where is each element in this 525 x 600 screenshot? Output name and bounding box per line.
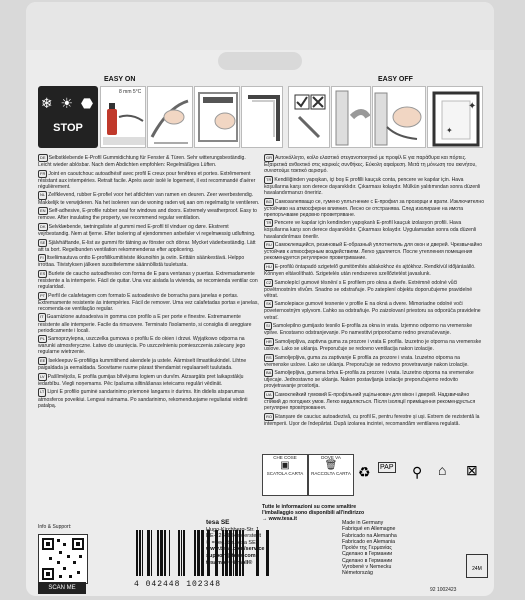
svg-text:✦: ✦	[468, 101, 477, 112]
scan-me-label: SCAN ME	[38, 582, 86, 594]
made-in-line: Made in Germany	[342, 520, 384, 526]
language-text: Kendiliğinden yapışkan, içi boş E profilli kauçuk conta, pencere ve kapılar için. Hava koşullarına karşı son derece dayanıklıdır. Çıkarması kolaydır. Mülkün yalıtımından sonra düzenli havalandırmanızı öneririz.	[264, 176, 481, 196]
step-press-panel	[194, 86, 240, 148]
language-text: Zelfklevend, rubber E-profiel voor het afdichten van ramen en deuren. Zeer weerbestendig. Makkelijk te verwijderen. Na het isoleren van de woning raden wij aan om regelmatig te ventileren.	[38, 192, 260, 206]
recycle-what-text: SCATOLA CARTA	[266, 471, 304, 476]
language-paragraph	[264, 154, 486, 174]
language-paragraph	[38, 270, 260, 290]
barcode-bar	[178, 530, 180, 576]
corner-seal-icon	[242, 87, 283, 148]
made-in-line: Németország	[342, 570, 373, 577]
language-text: Självhäftande, E-list av gummi för tätning av fönster och dörrar. Mycket väderbeständig. Lätt att ta bort. Regelbunden ventilation rekommenderas efter applicering.	[38, 239, 256, 253]
language-code-badge: SE	[38, 239, 47, 247]
press-seal-icon	[195, 87, 240, 148]
language-code-badge: FR	[38, 170, 47, 178]
language-paragraph	[264, 391, 486, 411]
bin-icon: 🗑	[324, 460, 338, 471]
easy-on-label: EASY ON	[104, 76, 136, 83]
made-in-line: Fabricado en Alemania	[342, 538, 396, 545]
shelf-life-icon: 24M	[466, 554, 488, 578]
language-text: Perfil de calafetagem com formato E autoadesivo de borracha para janelas e portas. Extremamente resistente às intempéries. Fácil de remover. Uma vez calafetadas portas e janelas, recomenda-se ventilação regular.	[38, 292, 259, 312]
step-check-panel	[288, 86, 330, 148]
language-paragraph	[38, 191, 260, 205]
language-paragraph	[264, 198, 486, 218]
barcode-bar	[197, 530, 200, 576]
language-code-badge: HU	[264, 263, 274, 271]
step-frame-panel	[331, 86, 371, 148]
address-line: Hugo-Kirchberg-Str. 1	[206, 526, 260, 533]
language-code-badge: NL	[38, 191, 47, 199]
language-paragraph	[264, 219, 486, 239]
barcode-bar	[183, 530, 185, 576]
language-code-badge: TR	[264, 219, 273, 227]
language-paragraph	[264, 369, 486, 389]
made-in-line: Сделано в Германии	[342, 557, 393, 564]
language-code-badge: TR	[264, 176, 273, 184]
language-code-badge: CZ	[264, 279, 273, 287]
description-column-right	[264, 154, 486, 428]
language-text: Pencere ve kapılar için kendinden yapışkanlı E-profil kauçuk izolasyon profili. Hava koşullarına karşı son derece dayanıklıdır. Çıkarması kolaydır. Uygulamadan sonra oda düzenli havalandırılması önerilir.	[264, 220, 477, 240]
step-peel-panel	[147, 86, 193, 148]
language-code-badge: SI	[264, 322, 272, 330]
language-text: Self-adhesive, E-profile rubber seal for windows and doors. Extremely weatherproof. Easy to remove. After insulating the property, we recommend regular ventilation.	[38, 208, 257, 222]
language-text: Joint en caoutchouc autoadhésif avec profil E creux pour fenêtres et portes. Extrêmement résistant aux intempéries. Retrait facile. Après avoir isolé le logement, il est recommandé d'aérer régulièrement.	[38, 170, 256, 190]
language-paragraph	[38, 373, 260, 387]
barcode-bar	[147, 530, 150, 576]
language-paragraph	[38, 335, 260, 355]
language-text: Самоклейкий гумовий Е-профільний ущільнювач для вікон і дверей. Надзвичайно стійкий до погодних умов. Легко видаляється. Після ізоляції приміщення рекомендується регулярне провітрювання.	[264, 392, 476, 412]
language-code-badge: FI	[38, 254, 46, 262]
barcode-bar	[151, 530, 152, 576]
language-text: Guarnizione autoadesiva in gomma con profilo a E per porte e finestre. Estremamente resistente alle intemperie. Facile da rimuovere. Terminato l'isolamento, si consiglia di areggiare periodicamente i locali.	[38, 314, 252, 334]
easy-off-label: EASY OFF	[378, 76, 413, 83]
recycle-what-title: CHE COSE	[273, 455, 297, 460]
language-code-badge: RS	[264, 354, 274, 362]
info-recycle-icon: ⌂	[438, 462, 447, 478]
language-paragraph	[38, 207, 260, 221]
hang-hole	[218, 52, 302, 70]
barcode-bar	[136, 530, 138, 576]
language-code-badge: SK	[264, 300, 273, 308]
article-code: 92 1002423	[430, 587, 457, 593]
box-icon: ▣	[280, 460, 290, 471]
barcode-bar	[160, 530, 163, 576]
trademark-line: ® = reg. tm. tesa SE	[206, 539, 256, 546]
language-paragraph	[264, 279, 486, 299]
barcode-bar	[169, 530, 170, 576]
language-paragraph	[38, 357, 260, 371]
language-paragraph	[38, 313, 260, 333]
language-paragraph	[38, 254, 260, 268]
language-code-badge: LT	[38, 388, 46, 396]
language-text: Etanșare de cauciuc autoadezivă, cu profil E, pentru ferestre și uși. Extrem de rezistentă la intemperii. Ușor de îndepărtat. După izolarea incintei, recomandăm ventilarea regulată.	[264, 413, 480, 427]
language-paragraph	[38, 292, 260, 312]
made-in-line: Сделано в Германии	[342, 551, 393, 558]
language-paragraph	[264, 300, 486, 320]
made-in-line: Προϊόν της Γερμανίας	[342, 545, 392, 552]
peel-hand-icon	[148, 87, 193, 148]
language-text: Lipni E profilio guminė sandarinimo priemonė langams ir durims. Itin didelis atsparumas atmosferos poveikiui. Lengvai nuimama. Po sandarinimo, rekomenduojame reguliariai vėdinti patalpą.	[38, 389, 248, 409]
top-strip	[26, 2, 494, 50]
made-in-line: Fabricado na Alemanha	[342, 532, 397, 539]
barcode-number: 4 042448 102348	[134, 580, 222, 589]
language-code-badge: DE	[38, 154, 48, 162]
language-code-badge: ES	[38, 270, 47, 278]
language-text: Samolepící gumové těsnění s E profilem pro okna a dveře. Extrémně odolné vůči povětrnostním vlivům. Snadno se odstraňuje. Po zateplení objektu doporučujeme pravidelné větrat.	[264, 279, 473, 299]
language-code-badge: GR	[264, 154, 274, 162]
language-text: Самозалепващо се, гумено уплътнение с Е-профил за прозорци и врати. Изключително устойчиво на атмосферни влияния. Лесно се отстранява. След изолиране на имота препоръчваме редовно проветряване.	[264, 198, 485, 218]
language-text: Αυτοκόλλητο, κοίλο ελαστικό στεγανοποιητικό με προφίλ E για παράθυρα και πόρτες. Εξαιρετικά ανθεκτικό στις καιρικές συνθήκες. Εύκολη αφαίρεση. Μετά τη μόνωση του ακινήτου, συνιστούμε τακτικό αερισμό.	[264, 155, 477, 175]
crossed-bin-icon: ⊠	[466, 462, 478, 478]
language-code-badge: PL	[38, 335, 47, 343]
language-paragraph	[264, 354, 486, 368]
barcode-bar	[157, 530, 159, 576]
language-paragraph	[38, 239, 260, 253]
company-name: tesa SE	[206, 519, 230, 526]
triman-icon: ⚲	[412, 464, 423, 480]
language-text: E-profilú öntapadó szigetelő gumitömítés ablakokhoz és ajtókhoz. Rendkívül időjárásálló. Könnyen eltávolítható. Szigetelés után rendszeres szellőztetést javaslunk.	[264, 263, 476, 277]
language-text: Samolepilno gumijasto tesnilo E-profila za okna in vrata. Izjemno odporno na vremenske vplive. Enostavno odstranjevanje. Po namestitvi priporočamo redno prezračevanje.	[264, 323, 473, 337]
language-code-badge: DK	[38, 223, 48, 231]
pap-badge: PAP	[380, 464, 394, 471]
address-line: DE-22848 Norderstedt	[206, 533, 262, 540]
step-corner-panel	[241, 86, 283, 148]
company-address	[206, 520, 265, 566]
recycle-where-text: RACCOLTA CARTA	[311, 471, 351, 476]
language-text: Самоклеящийся, резиновый Е-образный уплотнитель для окон и дверей. Чрезвычайно устойчив к атмосферным воздействиям. Легко удаляется. После утепления помещения рекомендуется регулярное проветривание.	[264, 242, 483, 262]
disposal-note-line2: l'imballaggio sono disponibili all'indirizzo	[262, 510, 365, 516]
barcode-bar	[142, 530, 143, 576]
language-paragraph	[264, 263, 486, 277]
language-code-badge: PT	[38, 292, 47, 300]
barcode-bar	[139, 530, 141, 576]
language-code-badge: HR	[264, 338, 274, 346]
language-paragraph	[38, 223, 260, 237]
recycle-what-box	[262, 454, 308, 496]
qr-code-icon	[39, 535, 87, 583]
language-text: Samoljepljiva, guma za zaptivanje E profila za prozore i vrata. Izuzetno otporna na vremenske uslove. Lako se uklanja. Preporučuje se redovno provetravanje nakon izolacije.	[264, 354, 469, 368]
step-clean-frame-panel	[427, 86, 483, 148]
language-code-badge: EE	[38, 357, 47, 365]
language-text: Isekleepuv E-profiiliga kummitihend akendele ja ustele. Äärmiselt ilmastikukindel. Lihtne paigaldada ja eemaldada. Soovitame ruume pärast tihendamist regulaarselt tuulutada.	[38, 358, 247, 372]
language-text: Samoljepljiva, gumena brtva E-profila za prozore i vrata. Izuzetno otporna na vremenske utjecaje. Jednostavno se uklanja. Nakon postavljanja izolacije preporučujemo redovito provjetravanje prostorija.	[264, 370, 474, 390]
check-icon	[289, 87, 330, 148]
language-code-badge: BA	[264, 369, 273, 377]
language-text: Samoprzylepna, uszczelka gumowa o profilu E do okien i drzwi. Wyjątkowo odporna na warunki atmosferyczne. Łatwo do usunięcia. Po uszczelnieniu pomieszczenia zalecany jego regularne wietrzenie.	[38, 336, 246, 356]
language-paragraph	[264, 176, 486, 196]
made-in-list	[342, 520, 397, 577]
barcode-bar	[266, 530, 269, 576]
language-paragraph	[264, 241, 486, 261]
support-email-link[interactable]: support@tesa.com	[206, 552, 256, 559]
recycle-where-box	[308, 454, 354, 496]
barcode-bar	[194, 530, 196, 576]
language-text: Samolepiace gumové tesnenie v profile E na okná a dvere. Mimoriadne odolné voči poveternostným vplyvom. Ľahko sa odstraňuje. Po zaizolovaní priestoru sa odporúča pravidelne vetrať.	[264, 301, 481, 321]
recycling-info	[262, 454, 486, 498]
barcode-bar	[201, 530, 204, 576]
step-clean-panel	[100, 86, 146, 148]
disposal-link[interactable]: → www.tesa.it	[262, 516, 297, 522]
language-text: Pašlīmējošs, E profila gumijas blīvējums logiem un durvīm. Aizsargāts pret laikapstākļu iedarbību. Viegli noņemams. Pēc īpašuma siltināšanas ieteicams regulāri vēdināt.	[38, 373, 244, 387]
language-paragraph	[264, 322, 486, 336]
barcode-bar	[181, 530, 182, 576]
made-in-line: Fabriqué en Allemagne	[342, 526, 396, 533]
language-paragraph	[264, 338, 486, 352]
stop-panel	[38, 86, 98, 148]
frame-hand-icon	[332, 87, 371, 148]
clean-bottle-icon	[101, 87, 146, 148]
package-card	[26, 2, 494, 596]
brand-line: tesamoll® / moll®	[206, 559, 253, 566]
language-text: Selbstklebende E-Profil Gummidichtung für Fenster & Türen. Sehr witterungsbeständig. Leicht wieder ablösbar. Nach dem Abdichten empfohlen: Regelmäßiges Lüften.	[38, 155, 246, 169]
language-text: Selvklæbende, tætningsliste af gummi med E-profil til vinduer og døre. Ekstremt vejrbestandig. Nem at fjerne. Efter isolering af ejendommen anbefaler vi regelmæssig udluftning.	[38, 223, 256, 237]
service-link[interactable]: www.tesa.com/service	[206, 546, 265, 553]
language-text: Itseliimautuva ontto E-profiilikumitiiviste ikkunoihin ja oviin. Erittäin säänkestävä. Helppo irrottaa. Tiivistyksen jälkeen suosittelemme säännöllistä tuuletusta.	[38, 255, 245, 269]
sparkle-frame-icon	[428, 87, 483, 148]
qr-code[interactable]	[38, 534, 88, 584]
language-paragraph	[38, 388, 260, 408]
recycle-symbol-icon: ♻	[358, 464, 371, 480]
language-paragraph	[38, 154, 260, 168]
disposal-note-line1: Tutte le informazioni su come smaltire	[262, 504, 357, 510]
made-in-line: Vyrobené v Nemecku	[342, 564, 392, 571]
language-code-badge: IT	[38, 313, 46, 321]
recycle-where-title: DOVE VA	[321, 455, 341, 460]
step-temp-tag: 8 mm 5°C	[119, 89, 142, 95]
language-paragraph	[264, 413, 486, 427]
language-code-badge: LV	[38, 373, 47, 381]
language-code-badge: RO	[264, 413, 274, 421]
language-code-badge: UA	[264, 391, 274, 399]
language-text: Burlete de caucho autoadhesivo con forma de E para ventanas y puertas. Extremadamente resistente a la intemperie. Fácil de quitar. Una vez aislada la vivienda, se recomienda ventilar con regularidad.	[38, 270, 258, 291]
language-code-badge: BG	[264, 198, 274, 206]
description-column-left	[38, 154, 260, 410]
info-support-label: Info & Support:	[38, 524, 72, 530]
language-code-badge: RU	[264, 241, 274, 249]
language-code-badge: EN	[38, 207, 48, 215]
multilingual-description	[38, 154, 486, 452]
remove-seal-icon	[373, 87, 426, 148]
language-paragraph	[38, 170, 260, 190]
barcode-bar	[164, 530, 166, 576]
stop-label: STOP	[53, 122, 83, 134]
step-remove-panel	[372, 86, 426, 148]
language-text: Samoljepljiva, zaptivna guma za prozore i vrata E profila. Izuzetno je otporna na vremenske uslove. Lako se uklanja. Preporučuje se redovno ventilacija nakon izolacije.	[264, 338, 482, 352]
svg-text:✦: ✦	[446, 126, 453, 135]
weather-icons: ❄ ☀ ⬣	[40, 95, 96, 111]
